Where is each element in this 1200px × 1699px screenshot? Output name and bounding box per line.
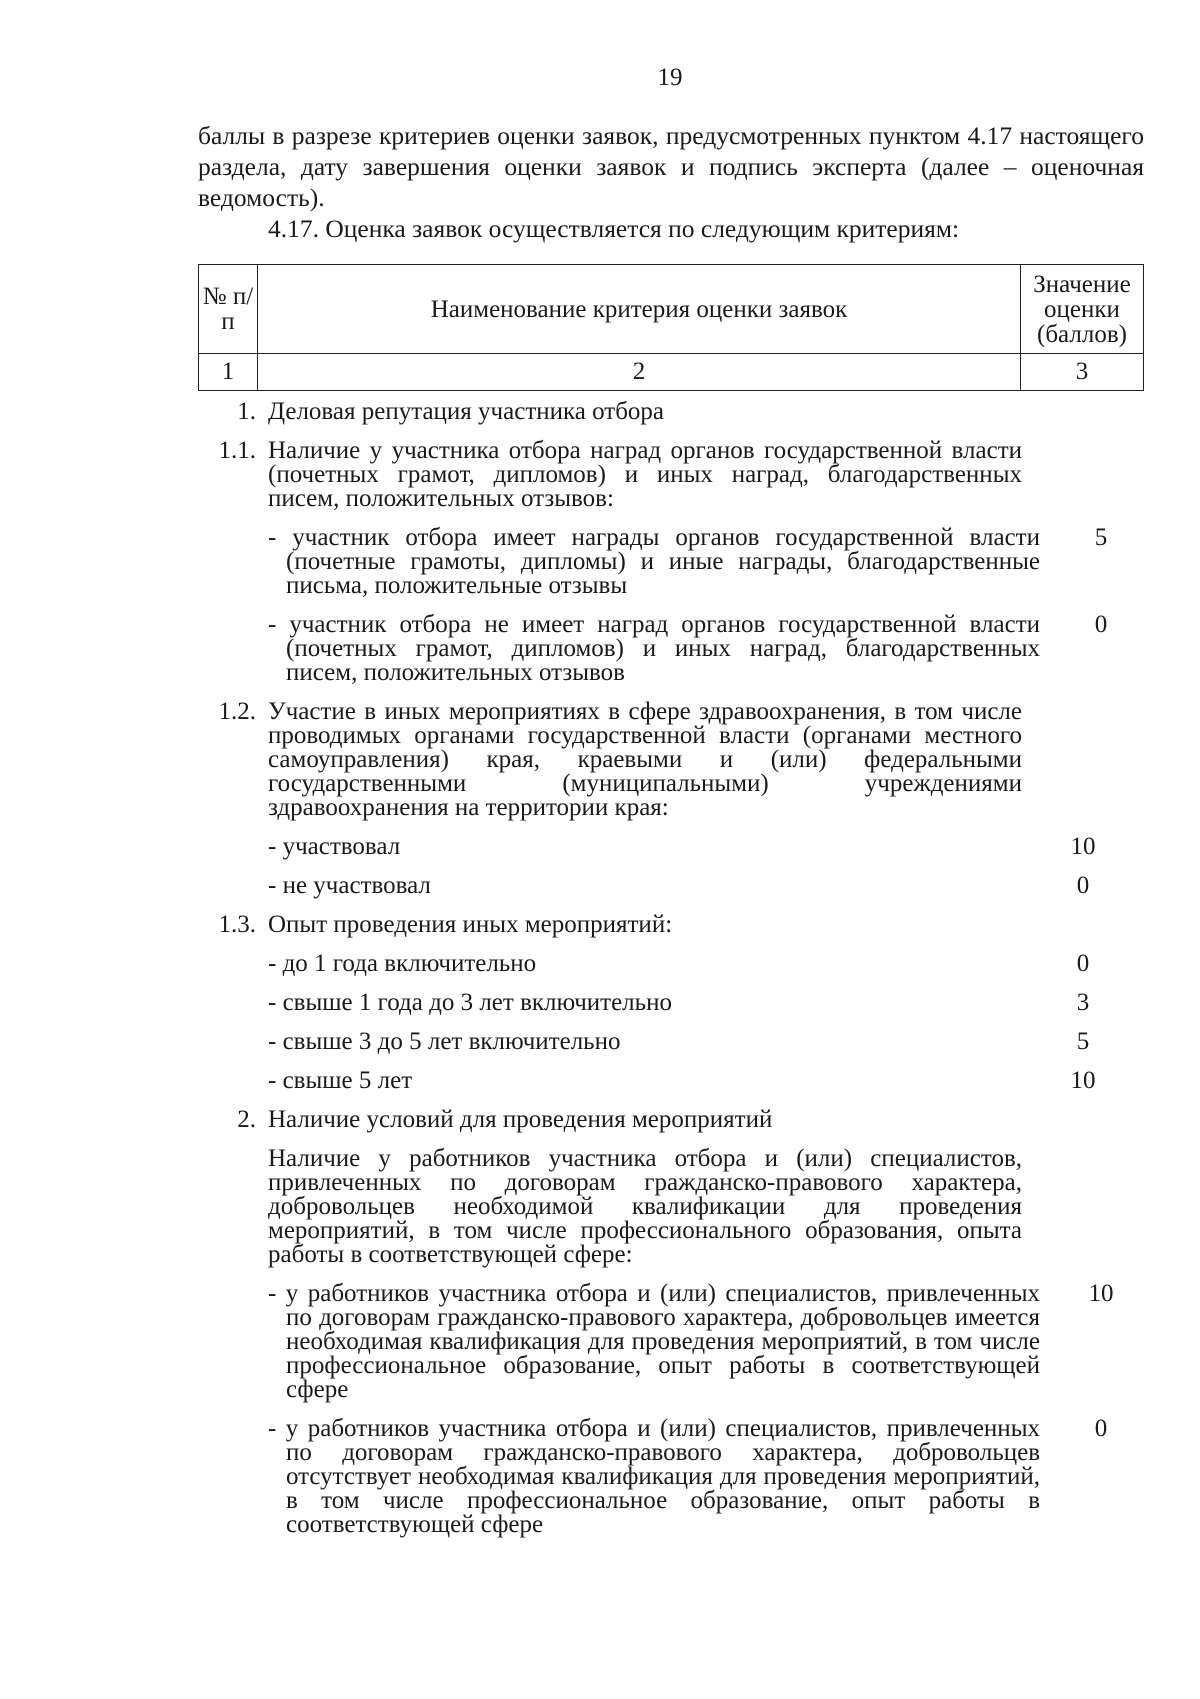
page-number: 19 <box>657 64 683 91</box>
row-number <box>198 874 256 898</box>
row-score: 3 <box>1076 989 1090 1016</box>
row-score: 10 <box>1070 1067 1096 1094</box>
row-criterion: - участник отбора не имеет наград органов государственной власти (почетных грамот, дипломов) и иных наград, благодарственных писем, положительных отзывов <box>268 611 1040 686</box>
table-row <box>198 913 1144 937</box>
row-criterion: - не участвовал <box>268 872 431 899</box>
row-score <box>1022 400 1144 424</box>
row-number <box>198 613 256 685</box>
row-number <box>198 991 256 1015</box>
header-name: Наименование критерия оценки заявок <box>258 265 1021 354</box>
row-score: 10 <box>1070 833 1096 860</box>
row-number <box>198 1147 256 1267</box>
row-number: 1.2. <box>218 698 256 725</box>
row-score: 0 <box>1076 872 1090 899</box>
row-score: 0 <box>1094 1415 1108 1442</box>
table-row <box>198 700 1144 820</box>
row-score: 0 <box>1076 950 1090 977</box>
row-criterion: - свыше 3 до 5 лет включительно <box>268 1028 621 1055</box>
row-score <box>1022 700 1144 820</box>
table-row <box>198 526 1144 598</box>
row-score <box>1022 1108 1144 1132</box>
row-score <box>1022 1147 1144 1267</box>
column-number-2: 2 <box>258 354 1021 391</box>
row-number <box>198 835 256 859</box>
table-row <box>198 400 1144 424</box>
table-row <box>198 1282 1144 1402</box>
row-number: 1.3. <box>218 911 256 938</box>
row-number <box>198 526 256 598</box>
intro-paragraph: баллы в разрезе критериев оценки заявок, предусмотренных пунктом 4.17 настоящего раздела, дату завершения оценки заявок и подпись эксперта (далее – оценочная ведомость). <box>198 121 1144 212</box>
row-number: 2. <box>237 1106 256 1133</box>
row-score: 5 <box>1094 524 1108 551</box>
row-criterion: - свыше 1 года до 3 лет включительно <box>268 989 672 1016</box>
criteria-table-header <box>198 264 1144 391</box>
row-number <box>198 1417 256 1537</box>
row-criterion: Опыт проведения иных мероприятий: <box>268 911 673 938</box>
row-criterion: Участие в иных мероприятиях в сфере здравоохранения, в том числе проводимых органами государственной власти (органами местного самоуправления) края, краевыми и (или) федеральными государственными (муниципальными) учреждениями здравоохранения на территории края: <box>268 698 1022 821</box>
table-row <box>198 952 1144 976</box>
intro-text <box>198 120 1144 244</box>
row-number <box>198 1030 256 1054</box>
table-row <box>198 439 1144 511</box>
row-score <box>1022 913 1144 937</box>
row-number <box>198 952 256 976</box>
row-criterion: - участвовал <box>268 833 401 860</box>
row-criterion: - у работников участника отбора и (или) специалистов, привлеченных по договорам гражданско-правового характера, добровольцев отсутствует необходимая квалификация для проведения мероприятий, в том числе профессиональное образование, опыт работы в соответствующей сфере <box>268 1415 1040 1538</box>
table-row <box>198 1030 1144 1054</box>
row-criterion: Наличие у участника отбора наград органов государственной власти (почетных грамот, дипломов) и иных наград, благодарственных писем, положительных отзывов: <box>268 437 1022 512</box>
row-criterion: Наличие у работников участника отбора и (или) специалистов, привлеченных по договорам гражданско-правового характера, добровольцев необходимой квалификации для проведения мероприятий, в том числе профессионального образования, опыта работы в соответствующей сфере: <box>268 1145 1022 1268</box>
row-criterion: - свыше 5 лет <box>268 1067 413 1094</box>
row-criterion: - у работников участника отбора и (или) специалистов, привлеченных по договорам гражданско-правового характера, добровольцев имеется необходимая квалификация для проведения мероприятий, в том числе профессиональное образование, опыт работы в соответствующей сфере <box>268 1280 1040 1403</box>
table-row <box>198 1108 1144 1132</box>
row-number <box>198 1069 256 1093</box>
table-row <box>198 1417 1144 1537</box>
row-number: 1. <box>237 398 256 425</box>
clause-heading: 4.17. Оценка заявок осуществляется по следующим критериям: <box>268 214 960 243</box>
column-number-1: 1 <box>199 354 258 391</box>
row-score: 5 <box>1076 1028 1090 1055</box>
row-score: 0 <box>1094 611 1108 638</box>
header-num: № п/п <box>199 265 258 354</box>
row-score <box>1022 439 1144 511</box>
header-value: Значение оценки (баллов) <box>1021 265 1144 354</box>
column-number-3: 3 <box>1021 354 1144 391</box>
row-criterion: - участник отбора имеет награды органов государственной власти (почетные грамоты, дипломы) и иные награды, благодарственные письма, положительные отзывы <box>268 524 1040 599</box>
table-row <box>198 835 1144 859</box>
row-number <box>198 1282 256 1402</box>
table-row <box>198 874 1144 898</box>
table-row <box>198 991 1144 1015</box>
row-criterion: Деловая репутация участника отбора <box>268 398 665 425</box>
table-row <box>198 1147 1144 1267</box>
criteria-rows <box>198 400 1144 1552</box>
row-criterion: - до 1 года включительно <box>268 950 537 977</box>
table-row <box>198 1069 1144 1093</box>
row-criterion: Наличие условий для проведения мероприятий <box>268 1106 773 1133</box>
row-number: 1.1. <box>218 437 256 464</box>
row-score: 10 <box>1088 1280 1114 1307</box>
table-row <box>198 613 1144 685</box>
